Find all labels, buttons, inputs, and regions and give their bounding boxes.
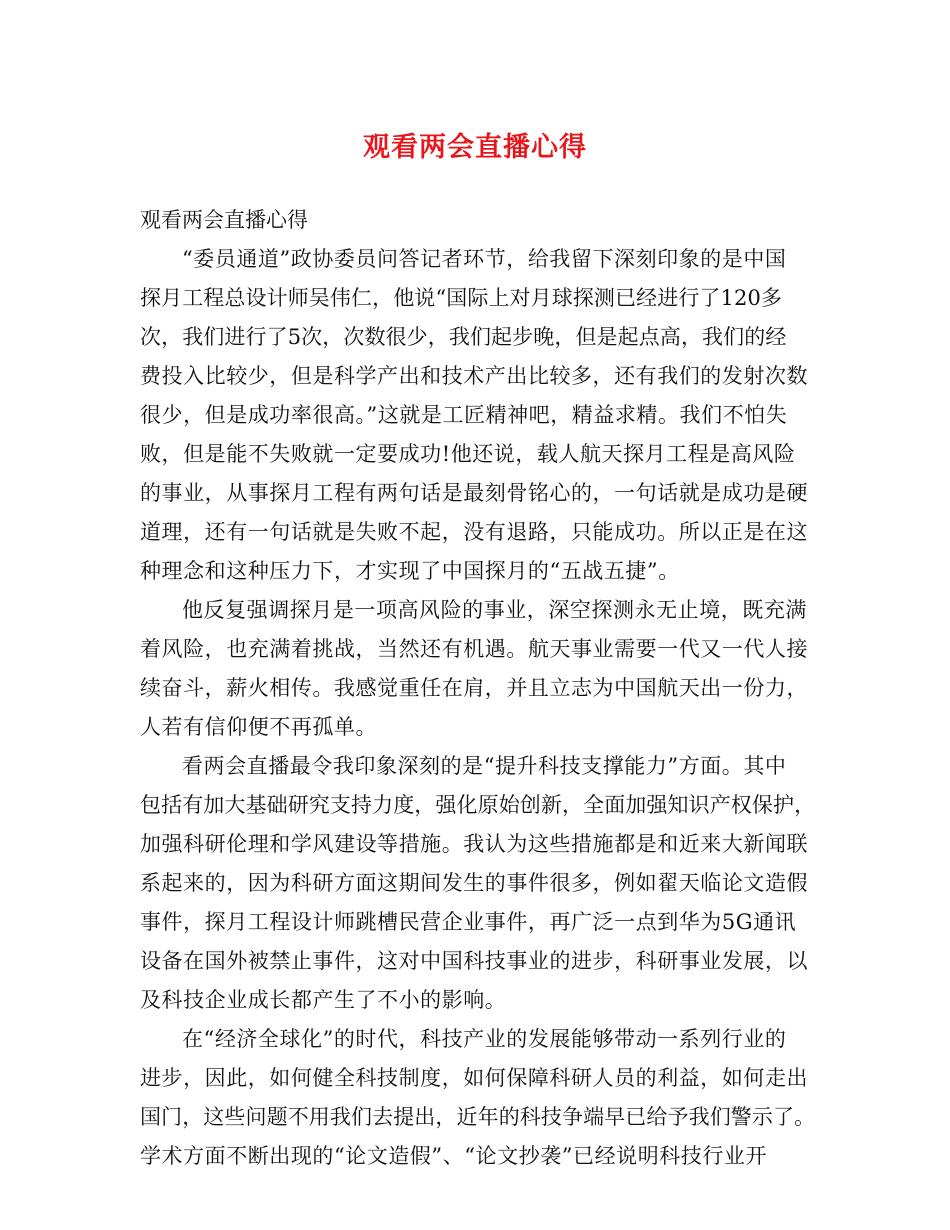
text-line: 事件，探月工程设计师跳槽民营企业事件，再广泛一点到华为5G通讯 [140,910,797,934]
text-line: 加强科研伦理和学风建设等措施。我认为这些措施都是和近来大新闻联 [140,832,809,856]
text-line: 次，我们进行了5次，次数很少，我们起步晚，但是起点高，我们的经 [140,325,787,349]
text-line: 道理，还有一句话就是失败不起，没有退路，只能成功。所以正是在这 [140,520,809,544]
text-line: “委员通道”政协委员问答记者环节，给我留下深刻印象的是中国 [182,247,787,271]
paragraph-2 [140,591,816,747]
text-line: 国门，这些问题不用我们去提出，近年的科技争端早已给予我们警示了。 [140,1105,816,1129]
text-line: 他反复强调探月是一项高风险的事业，深空探测永无止境，既充满 [182,598,807,622]
text-line: 看两会直播最令我印象深刻的是“提升科技支撑能力”方面。其中 [182,754,787,778]
text-line: 学术方面不断出现的“论文造假”、“论文抄袭”已经说明科技行业开 [140,1144,767,1168]
text-line: 的事业，从事探月工程有两句话是最刻骨铭心的，一句话就是成功是硬 [140,481,809,505]
text-line: 续奋斗，薪火相传。我感觉重任在肩，并且立志为中国航天出一份力， [140,676,809,700]
text-line: 进步，因此，如何健全科技制度，如何保障科研人员的利益，如何走出 [140,1066,809,1090]
paragraph-3 [140,747,816,1020]
paragraph-1 [140,240,816,591]
text-line: 着风险，也充满着挑战，当然还有机遇。航天事业需要一代又一代人接 [140,637,809,661]
document-body [140,201,816,1176]
text-line: 种理念和这种压力下，才实现了中国探月的“五战五捷”。 [140,559,680,583]
text-line: 在“经济全球化”的时代，科技产业的发展能够带动一系列行业的 [182,1027,787,1051]
document-subtitle: 观看两会直播心得 [140,208,308,232]
document-title: 观看两会直播心得 [363,132,587,163]
paragraph-4 [140,1020,816,1176]
text-line: 系起来的，因为科研方面这期间发生的事件很多，例如翟天临论文造假 [140,871,809,895]
text-line: 很少，但是成功率很高。”这就是工匠精神吧，精益求精。我们不怕失 [140,403,788,427]
text-line: 及科技企业成长都产生了不小的影响。 [140,988,507,1012]
text-line: 败，但是能不失败就一定要成功!他还说，载人航天探月工程是高风险 [140,442,796,466]
text-line: 包括有加大基础研究支持力度，强化原始创新，全面加强知识产权保护， [140,793,816,817]
text-line: 费投入比较少，但是科学产出和技术产出比较多，还有我们的发射次数 [140,364,809,388]
text-line: 设备在国外被禁止事件，这对中国科技事业的进步，科研事业发展，以 [140,949,809,973]
text-line: 人若有信仰便不再孤单。 [140,715,378,739]
text-line: 探月工程总设计师吴伟仁，他说“国际上对月球探测已经进行了120多 [140,286,783,310]
